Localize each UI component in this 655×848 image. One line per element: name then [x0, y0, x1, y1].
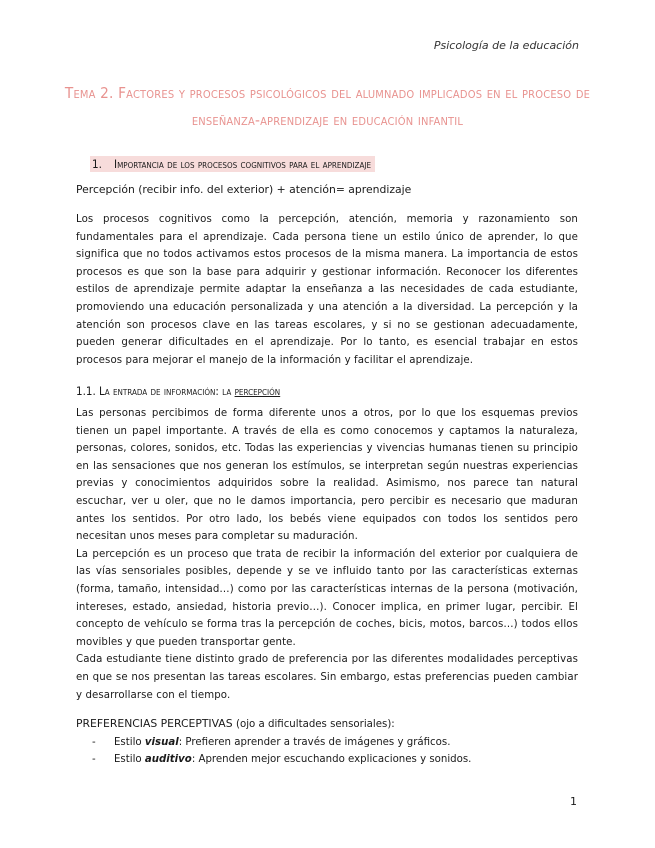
- list-dash: -: [92, 737, 96, 748]
- preferences-heading: [76, 717, 395, 730]
- running-header: Psicología de la educación: [433, 39, 579, 52]
- document-title: [60, 80, 595, 134]
- list-item: [92, 734, 471, 751]
- section-1-1-heading: [76, 384, 280, 398]
- preferences-note: (ojo a dificultades sensoriales):: [235, 719, 395, 730]
- section-1-number: 1.: [92, 157, 102, 171]
- section-1-1-paragraph-1: Las personas percibimos de forma diferente unos a otros, por lo que los esquemas previos tienen un papel importante. A través de ella es como conocemos y captamos la naturaleza, personas, colores, sonidos, etc. Todas las experiencias y vivencias humanas tienen su principio en las sensaciones que nos generan los estímulos, se interpretan según nuestras experiencias previas y conocimientos adquiridos sobre la realidad. Asimismo, nos parece tan natural escuchar, ver u oler, que no le damos importancia, pero percibir es necesario que maduran antes los sentidos. Por otro lado, los bebés viene equipados con todos los sentidos pero necesitan unos meses para completar su maduración.: [76, 408, 578, 543]
- list-item-text: : Prefieren aprender a través de imágenes y gráficos.: [178, 737, 451, 748]
- section-1-heading: [90, 156, 375, 172]
- section-1-1-paragraph-2: La percepción es un proceso que trata de recibir la información del exterior por cualquiera de las vías sensoriales posibles, depende y se ve influido tanto por las características externas (forma, tamaño, intensidad…) como por las características internas de la persona (motivación, intereses, estado, ansiedad, historia previo…). Conocer implica, en primer lugar, percibir. El concepto de vehículo se forma tras la percepción de coches, bicis, motos, barcos…) todos ellos movibles y que pueden transportar gente.: [76, 548, 578, 648]
- list-item-prefix: Estilo: [114, 737, 142, 748]
- section-1-title: Importancia de los procesos cognitivos para el aprendizaje: [114, 157, 372, 171]
- section-1-1-paragraph-3: Cada estudiante tiene distinto grado de preferencia por las diferentes modalidades perceptivas en que se nos presentan las tareas escolares. Sin embargo, estas preferencias pueden cambiar y desarrollarse con el tiempo.: [76, 654, 578, 701]
- title-line-2: enseñanza-aprendizaje en educación infantil: [191, 111, 464, 129]
- section-1-1-heading-prefix: 1.1. La entrada de información: la: [76, 384, 232, 398]
- preferences-list: [92, 734, 471, 768]
- list-item-prefix: Estilo: [114, 754, 142, 765]
- preferences-label: PREFERENCIAS PERCEPTIVAS: [76, 717, 233, 730]
- list-item-style: visual: [144, 737, 179, 748]
- page-number: 1: [570, 795, 577, 808]
- list-item-style: auditivo: [144, 754, 192, 765]
- section-1-1-heading-underlined: percepción: [234, 384, 281, 398]
- section-1-formula: Percepción (recibir info. del exterior) + atención= aprendizaje: [76, 183, 412, 196]
- title-line-1: Tema 2. Factores y procesos psicológicos del alumnado implicados en el proceso de: [64, 84, 591, 102]
- list-dash: -: [92, 754, 96, 765]
- section-1-paragraph: Los procesos cognitivos como la percepción, atención, memoria y razonamiento son fundamentales para el aprendizaje. Cada persona tiene un estilo único de aprender, lo que significa que no todos activamos estos procesos de la misma manera. La importancia de estos procesos es que son la base para adquirir y gestionar información. Reconocer los diferentes estilos de aprendizaje permite adaptar la enseñanza a las necesidades de cada estudiante, promoviendo una educación personalizada y una atención a la diversidad. La percepción y la atención son procesos clave en las tareas escolares, y si no se gestionan adecuadamente, pueden generar dificultades en el aprendizaje. Por lo tanto, es esencial trabajar en estos procesos para mejorar el manejo de la información y facilitar el aprendizaje.: [76, 214, 578, 366]
- section-1-1-body: [76, 405, 578, 704]
- list-item-text: : Aprenden mejor escuchando explicaciones y sonidos.: [191, 754, 472, 765]
- list-item: [92, 751, 471, 768]
